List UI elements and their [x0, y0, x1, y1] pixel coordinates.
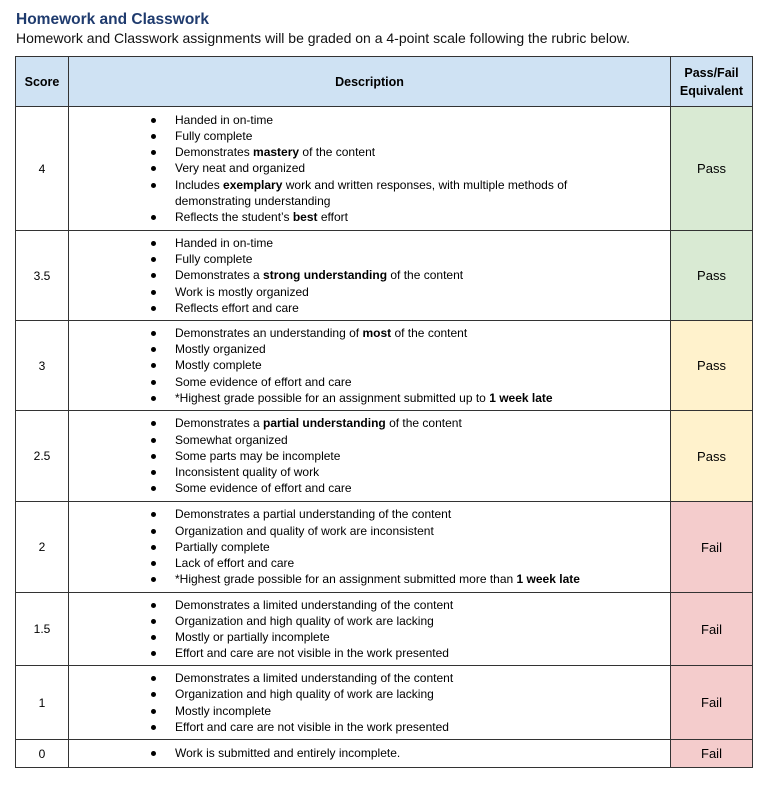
- result-cell: Pass: [671, 411, 753, 502]
- criteria-text: Mostly organized: [175, 342, 266, 357]
- criteria-text: *Highest grade possible for an assignment submitted more than: [175, 572, 517, 587]
- criteria-text: Reflects the student’s: [175, 210, 293, 224]
- criteria-text: best: [292, 210, 318, 224]
- criteria-text: Very neat and organized: [175, 161, 306, 176]
- result-cell: Pass: [671, 231, 753, 321]
- criteria-text: mastery: [253, 145, 300, 160]
- criteria-item: [69, 128, 670, 144]
- header-description: Description: [69, 57, 671, 107]
- criteria-text: Fully complete: [175, 252, 253, 267]
- result-cell: Pass: [671, 321, 753, 411]
- criteria-item: [69, 357, 670, 373]
- criteria-text: Demonstrates a limited understanding of the content: [175, 597, 454, 612]
- rubric-row: [16, 666, 753, 740]
- criteria-text: of the content: [385, 416, 462, 431]
- header-row: [16, 57, 753, 107]
- score-cell: 1: [16, 666, 69, 740]
- criteria-item: [69, 284, 670, 300]
- criteria-item: [69, 325, 670, 341]
- criteria-text: Effort and care are not visible in the work presented: [175, 719, 449, 734]
- criteria-text: Reflects effort and care: [175, 300, 299, 315]
- criteria-item: [69, 267, 670, 283]
- criteria-text: Handed in on-time: [175, 112, 274, 127]
- criteria-text: Somewhat organized: [175, 432, 288, 447]
- criteria-text: Organization and high quality of work are lacking: [175, 613, 434, 628]
- criteria-text: Handed in on-time: [175, 235, 274, 250]
- criteria-item: [69, 235, 670, 251]
- criteria-item: [69, 745, 670, 761]
- criteria-item: [69, 432, 670, 448]
- criteria-text: Demonstrates a limited understanding of the content: [175, 671, 454, 686]
- page-subtitle: Homework and Classwork assignments will be graded on a 4-point scale following the rubric below.: [16, 30, 630, 46]
- score-cell: 0: [16, 740, 69, 768]
- criteria-text: Demonstrates: [175, 145, 254, 160]
- score-cell: 3: [16, 321, 69, 411]
- criteria-item: [69, 703, 670, 719]
- criteria-text: Inconsistent quality of work: [175, 465, 320, 480]
- score-cell: 3.5: [16, 231, 69, 321]
- criteria-text: Demonstrates a: [175, 268, 264, 283]
- description-cell: [69, 321, 671, 411]
- criteria-item: [69, 300, 670, 316]
- criteria-item: [69, 506, 670, 522]
- criteria-text: Mostly complete: [175, 358, 262, 373]
- result-cell: Fail: [671, 502, 753, 593]
- description-cell: [69, 593, 671, 666]
- rubric-row: [16, 321, 753, 411]
- header-passfail: Pass/Fail Equivalent: [671, 57, 753, 107]
- criteria-item: [69, 539, 670, 555]
- criteria-text: partial understanding: [263, 416, 386, 431]
- criteria-text: Some evidence of effort and care: [175, 374, 352, 389]
- criteria-item: [69, 719, 670, 735]
- criteria-item: [69, 144, 670, 160]
- criteria-text: 1 week late: [516, 572, 580, 587]
- criteria-item: [69, 448, 670, 464]
- criteria-text: Organization and high quality of work are lacking: [175, 687, 434, 702]
- header-score: Score: [16, 57, 69, 107]
- description-cell: [69, 231, 671, 321]
- criteria-text: 1 week late: [489, 390, 553, 405]
- rubric-row: [16, 740, 753, 768]
- criteria-text: effort: [317, 210, 348, 224]
- result-cell: Fail: [671, 593, 753, 666]
- criteria-text: Partially complete: [175, 539, 270, 554]
- description-cell: [69, 740, 671, 768]
- criteria-text: Work is submitted and entirely incomplete.: [175, 746, 401, 761]
- criteria-item: [69, 390, 670, 406]
- criteria-item: [69, 686, 670, 702]
- criteria-text: of the content: [299, 145, 376, 160]
- criteria-text: Mostly or partially incomplete: [175, 630, 330, 644]
- criteria-text: of the content: [391, 325, 468, 340]
- criteria-item: [69, 670, 670, 686]
- criteria-item: [69, 523, 670, 539]
- criteria-text: Some evidence of effort and care: [175, 481, 352, 496]
- criteria-text: Demonstrates a partial understanding of the content: [175, 507, 452, 522]
- criteria-text: Includes: [175, 177, 224, 192]
- score-cell: 1.5: [16, 593, 69, 666]
- criteria-item: [69, 251, 670, 267]
- criteria-item: [69, 613, 670, 629]
- description-cell: [69, 502, 671, 593]
- criteria-text: Effort and care are not visible in the work presented: [175, 646, 449, 661]
- description-cell: [69, 107, 671, 231]
- criteria-item: [69, 415, 670, 431]
- criteria-item: [69, 571, 670, 587]
- criteria-text: Some parts may be incomplete: [175, 448, 341, 463]
- rubric-row: [16, 231, 753, 321]
- result-cell: Pass: [671, 107, 753, 231]
- description-cell: [69, 666, 671, 740]
- description-cell: [69, 411, 671, 502]
- criteria-item: [69, 209, 670, 225]
- criteria-text: Demonstrates a: [175, 416, 264, 431]
- criteria-item: [69, 112, 670, 128]
- criteria-text: work and written responses, with multiple methods of demonstrating understanding: [175, 177, 568, 208]
- criteria-text: Demonstrates an understanding of: [175, 325, 363, 340]
- criteria-text: *Highest grade possible for an assignment submitted up to: [175, 390, 490, 405]
- criteria-item: [69, 160, 670, 176]
- criteria-text: Lack of effort and care: [175, 556, 295, 571]
- criteria-text: Mostly incomplete: [175, 703, 272, 718]
- criteria-item: [69, 480, 670, 496]
- score-cell: 4: [16, 107, 69, 231]
- result-cell: Fail: [671, 666, 753, 740]
- criteria-text: Fully complete: [175, 128, 253, 143]
- rubric-row: [16, 107, 753, 231]
- criteria-text: Work is mostly organized: [175, 284, 309, 299]
- criteria-item: [69, 374, 670, 390]
- criteria-item: [69, 177, 670, 209]
- result-cell: Fail: [671, 740, 753, 768]
- score-cell: 2: [16, 502, 69, 593]
- criteria-text: of the content: [387, 268, 464, 283]
- rubric-row: [16, 502, 753, 593]
- criteria-item: [69, 555, 670, 571]
- criteria-text: most: [362, 325, 392, 340]
- rubric-row: [16, 593, 753, 666]
- rubric-table: [15, 56, 753, 768]
- criteria-text: Organization and quality of work are inconsistent: [175, 523, 434, 538]
- criteria-item: [69, 597, 670, 613]
- score-cell: 2.5: [16, 411, 69, 502]
- rubric-row: [16, 411, 753, 502]
- criteria-item: [69, 341, 670, 357]
- page-title: Homework and Classwork: [16, 11, 209, 28]
- criteria-text: strong understanding: [263, 268, 388, 283]
- criteria-item: [69, 629, 670, 645]
- criteria-text: exemplary: [223, 177, 283, 192]
- criteria-item: [69, 464, 670, 480]
- criteria-item: [69, 645, 670, 661]
